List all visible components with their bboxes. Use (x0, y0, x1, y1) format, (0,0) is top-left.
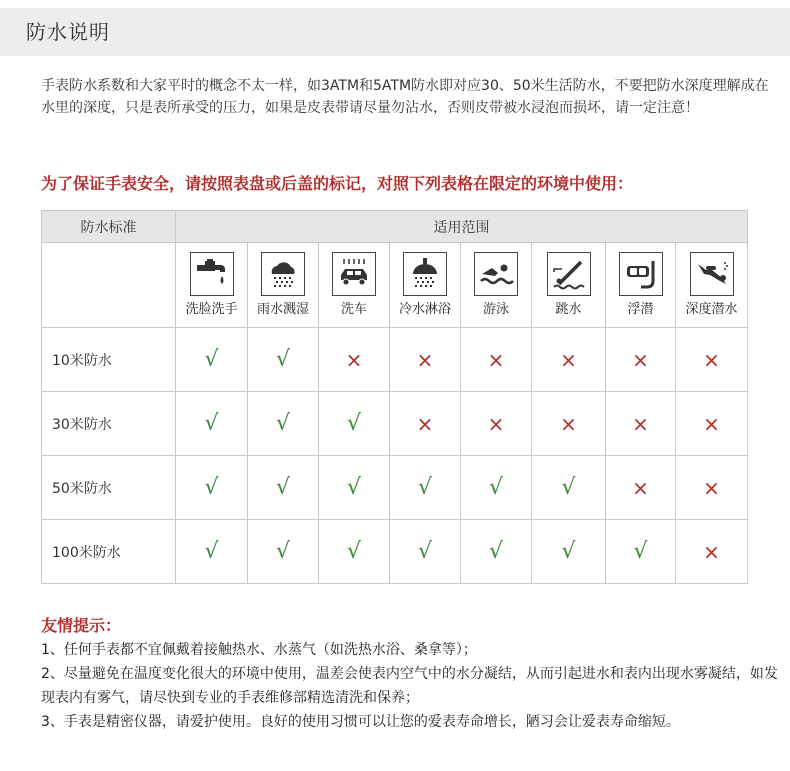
check-mark: √ (561, 474, 576, 500)
tips-title: 友情提示： (41, 616, 122, 635)
check-mark: √ (204, 474, 219, 500)
activity-cell (176, 243, 248, 328)
activity-cell (676, 243, 748, 328)
check-mark: √ (488, 474, 504, 500)
check-mark: √ (204, 538, 219, 564)
header-standard: 防水标准 (42, 211, 176, 243)
activity-label: 洗脸洗手 (185, 302, 238, 317)
check-mark: √ (275, 474, 291, 500)
check-mark: √ (417, 538, 433, 564)
activity-cell (390, 243, 461, 328)
activity-label: 浮潜 (627, 302, 654, 317)
dive-icon (547, 252, 591, 296)
cross-mark: × (560, 411, 577, 436)
scuba-icon (690, 252, 734, 296)
check-mark: √ (275, 346, 291, 372)
water-resistance-table (41, 210, 748, 584)
cross-mark: × (632, 347, 649, 372)
blank-cell (42, 243, 176, 328)
activity-cell (606, 243, 676, 328)
snorkel-mask-icon (619, 252, 663, 296)
cross-mark: × (703, 539, 720, 564)
tips-list (41, 638, 781, 734)
table-row (42, 328, 748, 392)
check-mark: √ (346, 474, 362, 500)
rain-icon (261, 252, 305, 296)
cross-mark: × (416, 411, 434, 436)
activity-cell (461, 243, 532, 328)
activity-cell (532, 243, 606, 328)
cross-mark: × (560, 347, 577, 372)
activity-label: 跳水 (555, 302, 582, 317)
header-scope: 适用范围 (176, 211, 748, 243)
check-mark: √ (275, 538, 291, 564)
cross-mark: × (703, 411, 720, 436)
activity-label: 冷水淋浴 (398, 302, 451, 317)
header-bar (0, 8, 790, 56)
check-mark: √ (204, 346, 219, 372)
cross-mark: × (487, 411, 505, 436)
standard-label: 30米防水 (42, 392, 176, 456)
activity-cell (319, 243, 390, 328)
tip-item: 3、手表是精密仪器，请爱护使用。良好的使用习惯可以让您的爱表寿命增长，陋习会让爱表寿命缩短。 (41, 714, 680, 730)
cross-mark: × (632, 475, 649, 500)
cross-mark: × (345, 347, 363, 372)
check-mark: √ (633, 538, 648, 564)
activity-label: 游泳 (482, 302, 509, 317)
check-mark: √ (275, 410, 291, 436)
activity-label: 雨水溅湿 (256, 302, 309, 317)
table-row (42, 392, 748, 456)
faucet-icon (190, 252, 234, 296)
swim-icon (474, 252, 518, 296)
check-mark: √ (346, 410, 362, 436)
activity-label: 深度潜水 (685, 302, 738, 317)
activity-label: 洗车 (340, 302, 367, 317)
standard-label: 50米防水 (42, 456, 176, 520)
car-wash-icon (332, 252, 376, 296)
check-mark: √ (417, 474, 433, 500)
intro-paragraph: 手表防水系数和大家平时的概念不太一样，如3ATM和5ATM防水即对应30、50米生活防水，不要把防水深度理解成在水里的深度，只是表所承受的压力，如果是皮表带请尽量勿沾水，否则皮带被水浸泡而损坏，请一定注意！ (41, 78, 769, 116)
tip-item: 2、尽量避免在温度变化很大的环境中使用，温差会使表内空气中的水分凝结，从而引起进水和表内出现水雾凝结，如发现表内有雾气，请尽快到专业的手表维修部精选清洗和保养； (41, 666, 778, 706)
cross-mark: × (703, 347, 720, 372)
notice-heading: 为了保证手表安全，请按照表盘或后盖的标记，对照下列表格在限定的环境中使用： (41, 174, 634, 193)
check-mark: √ (346, 538, 362, 564)
standard-label: 10米防水 (42, 328, 176, 392)
cross-mark: × (416, 347, 434, 372)
cross-mark: × (487, 347, 505, 372)
check-mark: √ (488, 538, 504, 564)
cross-mark: × (632, 411, 649, 436)
activity-cell (248, 243, 319, 328)
check-mark: √ (204, 410, 219, 436)
cross-mark: × (703, 475, 720, 500)
standard-label: 100米防水 (42, 520, 176, 584)
table-row (42, 456, 748, 520)
table-row (42, 520, 748, 584)
page-title: 防水说明 (26, 20, 110, 44)
check-mark: √ (561, 538, 576, 564)
tip-item: 1、任何手表都不宜佩戴着接触热水、水蒸气（如洗热水浴、桑拿等）； (41, 642, 477, 658)
shower-icon (403, 252, 447, 296)
